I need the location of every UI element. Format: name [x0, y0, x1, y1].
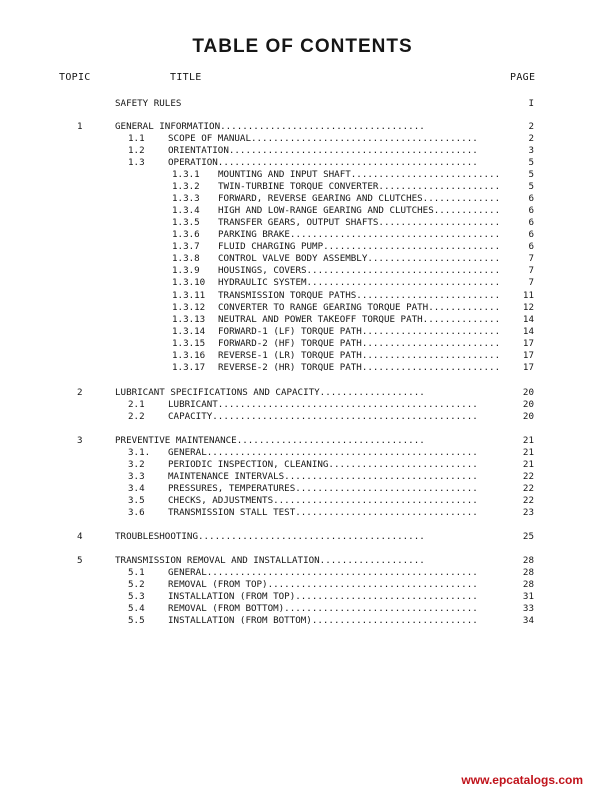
toc-entry-page: 31: [522, 591, 534, 602]
toc-entry-page: 7: [528, 265, 534, 276]
toc-entry-number: 1.2: [128, 145, 145, 156]
toc-entry-page: 14: [522, 326, 534, 337]
toc-entry: [0, 459, 605, 471]
toc-entry: [0, 265, 605, 277]
toc-entry-title: PRESSURES, TEMPERATURES.................................: [168, 483, 478, 494]
toc-entry-title: MOUNTING AND INPUT SHAFT...........................: [218, 169, 501, 180]
toc-entry-title: TROUBLESHOOTING.........................................: [115, 531, 425, 542]
toc-entry: [0, 399, 605, 411]
toc-entry-title: TRANSMISSION STALL TEST.................................: [168, 507, 478, 518]
toc-entry-page: 20: [522, 411, 534, 422]
toc-entry-number: 1: [77, 121, 83, 132]
toc-entry-number: 1.3.6: [172, 229, 200, 240]
toc-entry: [0, 277, 605, 289]
toc-entry-number: 3.1.: [128, 447, 151, 458]
toc-entry-page: 33: [522, 603, 534, 614]
toc-entry-page: 28: [522, 555, 534, 566]
toc-entry-title: INSTALLATION (FROM BOTTOM)..............................: [168, 615, 478, 626]
toc-entry: [0, 483, 605, 495]
toc-entry: [0, 411, 605, 423]
toc-entry: [0, 531, 605, 543]
toc-entry-title: MAINTENANCE INTERVALS...................................: [168, 471, 478, 482]
toc-entry-page: 17: [522, 362, 534, 373]
toc-entry-number: 5.3: [128, 591, 145, 602]
toc-entry-number: 1.3.17: [172, 362, 206, 373]
toc-entry-page: 7: [528, 253, 534, 264]
toc-entry-title: REMOVAL (FROM BOTTOM)...................................: [168, 603, 478, 614]
toc-entry-number: 1.3.15: [172, 338, 206, 349]
toc-entry: [0, 302, 605, 314]
toc-entry-title: FORWARD, REVERSE GEARING AND CLUTCHES..............: [218, 193, 501, 204]
toc-entry: [0, 447, 605, 459]
toc-entry: [0, 145, 605, 157]
toc-entry-page: 21: [522, 447, 534, 458]
toc-entry-number: 1.3.12: [172, 302, 206, 313]
toc-entry-number: 1.3.13: [172, 314, 206, 325]
toc-entry-title: REVERSE-1 (LR) TORQUE PATH.........................: [218, 350, 501, 361]
toc-entry: [0, 591, 605, 603]
toc-entry: [0, 253, 605, 265]
toc-entry-number: 1.3.11: [172, 290, 206, 301]
toc-entry-page: 34: [522, 615, 534, 626]
toc-entry: [0, 507, 605, 519]
toc-entry-number: 3.4: [128, 483, 145, 494]
toc-entry-page: 28: [522, 579, 534, 590]
toc-entry-page: 2: [528, 121, 534, 132]
toc-entry-title: OPERATION...............................................: [168, 157, 478, 168]
toc-entry-page: 25: [522, 531, 534, 542]
toc-entry: [0, 567, 605, 579]
toc-entry-title: HIGH AND LOW-RANGE GEARING AND CLUTCHES............: [218, 205, 501, 216]
toc-entry-title: ORIENTATION.............................................: [168, 145, 478, 156]
toc-entry: [0, 326, 605, 338]
toc-entry-number: 2.1: [128, 399, 145, 410]
toc-entry: [0, 193, 605, 205]
toc-entry-title: TRANSMISSION TORQUE PATHS..........................: [218, 290, 501, 301]
toc-entry-number: 2.2: [128, 411, 145, 422]
toc-entry-number: 3.3: [128, 471, 145, 482]
toc-entry-number: 1.3: [128, 157, 145, 168]
toc-entry-page: 6: [528, 205, 534, 216]
toc-entry: [0, 169, 605, 181]
toc-entry-page: 6: [528, 217, 534, 228]
toc-entry-page: 7: [528, 277, 534, 288]
toc-entry-title: NEUTRAL AND POWER TAKEOFF TORQUE PATH..............: [218, 314, 501, 325]
toc-entry-title: CAPACITY................................................: [168, 411, 478, 422]
page-title: TABLE OF CONTENTS: [192, 36, 413, 57]
toc-entry-number: 5.5: [128, 615, 145, 626]
toc-entry-page: 14: [522, 314, 534, 325]
toc-entry-title: SAFETY RULES: [115, 98, 182, 109]
toc-entry: [0, 603, 605, 615]
toc-entry-number: 1.3.1: [172, 169, 200, 180]
toc-entry-page: 17: [522, 350, 534, 361]
toc-entry: [0, 495, 605, 507]
topic-column-header: TOPIC: [59, 72, 91, 83]
toc-entry-number: 3: [77, 435, 83, 446]
toc-entry-number: 5.4: [128, 603, 145, 614]
toc-entry-page: 6: [528, 229, 534, 240]
toc-entry: [0, 217, 605, 229]
toc-entry-number: 1.3.3: [172, 193, 200, 204]
toc-entry-number: 5: [77, 555, 83, 566]
toc-entry-number: 1.3.10: [172, 277, 206, 288]
toc-entry: [0, 98, 605, 110]
toc-entry-number: 1.3.4: [172, 205, 200, 216]
toc-entry-title: GENERAL INFORMATION.....................................: [115, 121, 425, 132]
toc-entry-page: 22: [522, 483, 534, 494]
toc-entry-page: 6: [528, 193, 534, 204]
toc-entry: [0, 157, 605, 169]
toc-entry-number: 5.1: [128, 567, 145, 578]
toc-entry-page: 5: [528, 181, 534, 192]
toc-entry-title: FORWARD-1 (LF) TORQUE PATH.........................: [218, 326, 501, 337]
toc-entry: [0, 241, 605, 253]
toc-entry: [0, 133, 605, 145]
toc-entry-title: GENERAL.................................................: [168, 567, 478, 578]
toc-entry-page: 12: [522, 302, 534, 313]
toc-entry-title: CONVERTER TO RANGE GEARING TORQUE PATH.............: [218, 302, 501, 313]
toc-entry-title: INSTALLATION (FROM TOP).................................: [168, 591, 478, 602]
toc-entry-number: 1.3.7: [172, 241, 200, 252]
toc-entry-page: I: [528, 98, 534, 109]
toc-entry-page: 20: [522, 387, 534, 398]
toc-entry-number: 1.3.16: [172, 350, 206, 361]
toc-entry: [0, 181, 605, 193]
toc-entry-page: 5: [528, 169, 534, 180]
toc-entry-page: 3: [528, 145, 534, 156]
toc-entry: [0, 350, 605, 362]
toc-entry-number: 3.6: [128, 507, 145, 518]
toc-entry-title: HOUSINGS, COVERS...................................: [218, 265, 501, 276]
toc-entry: [0, 229, 605, 241]
toc-entry-title: FORWARD-2 (HF) TORQUE PATH.........................: [218, 338, 501, 349]
toc-entry-number: 1.1: [128, 133, 145, 144]
toc-entry-number: 2: [77, 387, 83, 398]
toc-entry: [0, 435, 605, 447]
toc-entry-page: 21: [522, 459, 534, 470]
toc-entry-title: LUBRICANT SPECIFICATIONS AND CAPACITY...................: [115, 387, 425, 398]
toc-entry: [0, 362, 605, 374]
toc-entry-title: CONTROL VALVE BODY ASSEMBLY........................: [218, 253, 501, 264]
toc-entry: [0, 290, 605, 302]
toc-entry-page: 21: [522, 435, 534, 446]
toc-entry-title: PERIODIC INSPECTION, CLEANING...........................: [168, 459, 478, 470]
toc-entry-page: 11: [522, 290, 534, 301]
toc-entry-number: 1.3.5: [172, 217, 200, 228]
title-column-header: TITLE: [170, 72, 202, 83]
toc-entry-number: 1.3.8: [172, 253, 200, 264]
toc-entry-number: 3.5: [128, 495, 145, 506]
toc-entry-page: 23: [522, 507, 534, 518]
toc-entry-title: TWIN-TURBINE TORQUE CONVERTER......................: [218, 181, 501, 192]
toc-entry-number: 3.2: [128, 459, 145, 470]
toc-entry-page: 22: [522, 471, 534, 482]
toc-entry-page: 28: [522, 567, 534, 578]
toc-entry-title: GENERAL.................................................: [168, 447, 478, 458]
toc-entry: [0, 555, 605, 567]
toc-entry-number: 1.3.2: [172, 181, 200, 192]
toc-entry: [0, 615, 605, 627]
toc-entry-title: REVERSE-2 (HR) TORQUE PATH.........................: [218, 362, 501, 373]
toc-entry: [0, 338, 605, 350]
toc-entry-title: HYDRAULIC SYSTEM...................................: [218, 277, 501, 288]
toc-entry: [0, 205, 605, 217]
toc-entry-title: FLUID CHARGING PUMP................................: [218, 241, 501, 252]
toc-entry-page: 22: [522, 495, 534, 506]
toc-entry-page: 2: [528, 133, 534, 144]
toc-entry-title: PARKING BRAKE......................................: [218, 229, 501, 240]
toc-entry: [0, 471, 605, 483]
watermark: www.epcatalogs.com: [461, 773, 583, 787]
toc-entry-title: TRANSMISSION REMOVAL AND INSTALLATION...................: [115, 555, 425, 566]
toc-entry-number: 1.3.14: [172, 326, 206, 337]
toc-entry-page: 5: [528, 157, 534, 168]
toc-entry-page: 20: [522, 399, 534, 410]
toc-entry-title: LUBRICANT...............................................: [168, 399, 478, 410]
toc-entry: [0, 121, 605, 133]
toc-entry-title: REMOVAL (FROM TOP)......................................: [168, 579, 478, 590]
toc-entry-page: 6: [528, 241, 534, 252]
toc-entry-title: SCOPE OF MANUAL.........................................: [168, 133, 478, 144]
toc-entry-number: 4: [77, 531, 83, 542]
toc-entry-page: 17: [522, 338, 534, 349]
toc-entry-title: CHECKS, ADJUSTMENTS.....................................: [168, 495, 478, 506]
page-column-header: PAGE: [510, 72, 536, 83]
toc-entry-number: 5.2: [128, 579, 145, 590]
toc-entry: [0, 579, 605, 591]
toc-entry: [0, 387, 605, 399]
toc-entry: [0, 314, 605, 326]
toc-entry-title: TRANSFER GEARS, OUTPUT SHAFTS......................: [218, 217, 501, 228]
toc-entry-title: PREVENTIVE MAINTENANCE..................................: [115, 435, 425, 446]
toc-entry-number: 1.3.9: [172, 265, 200, 276]
